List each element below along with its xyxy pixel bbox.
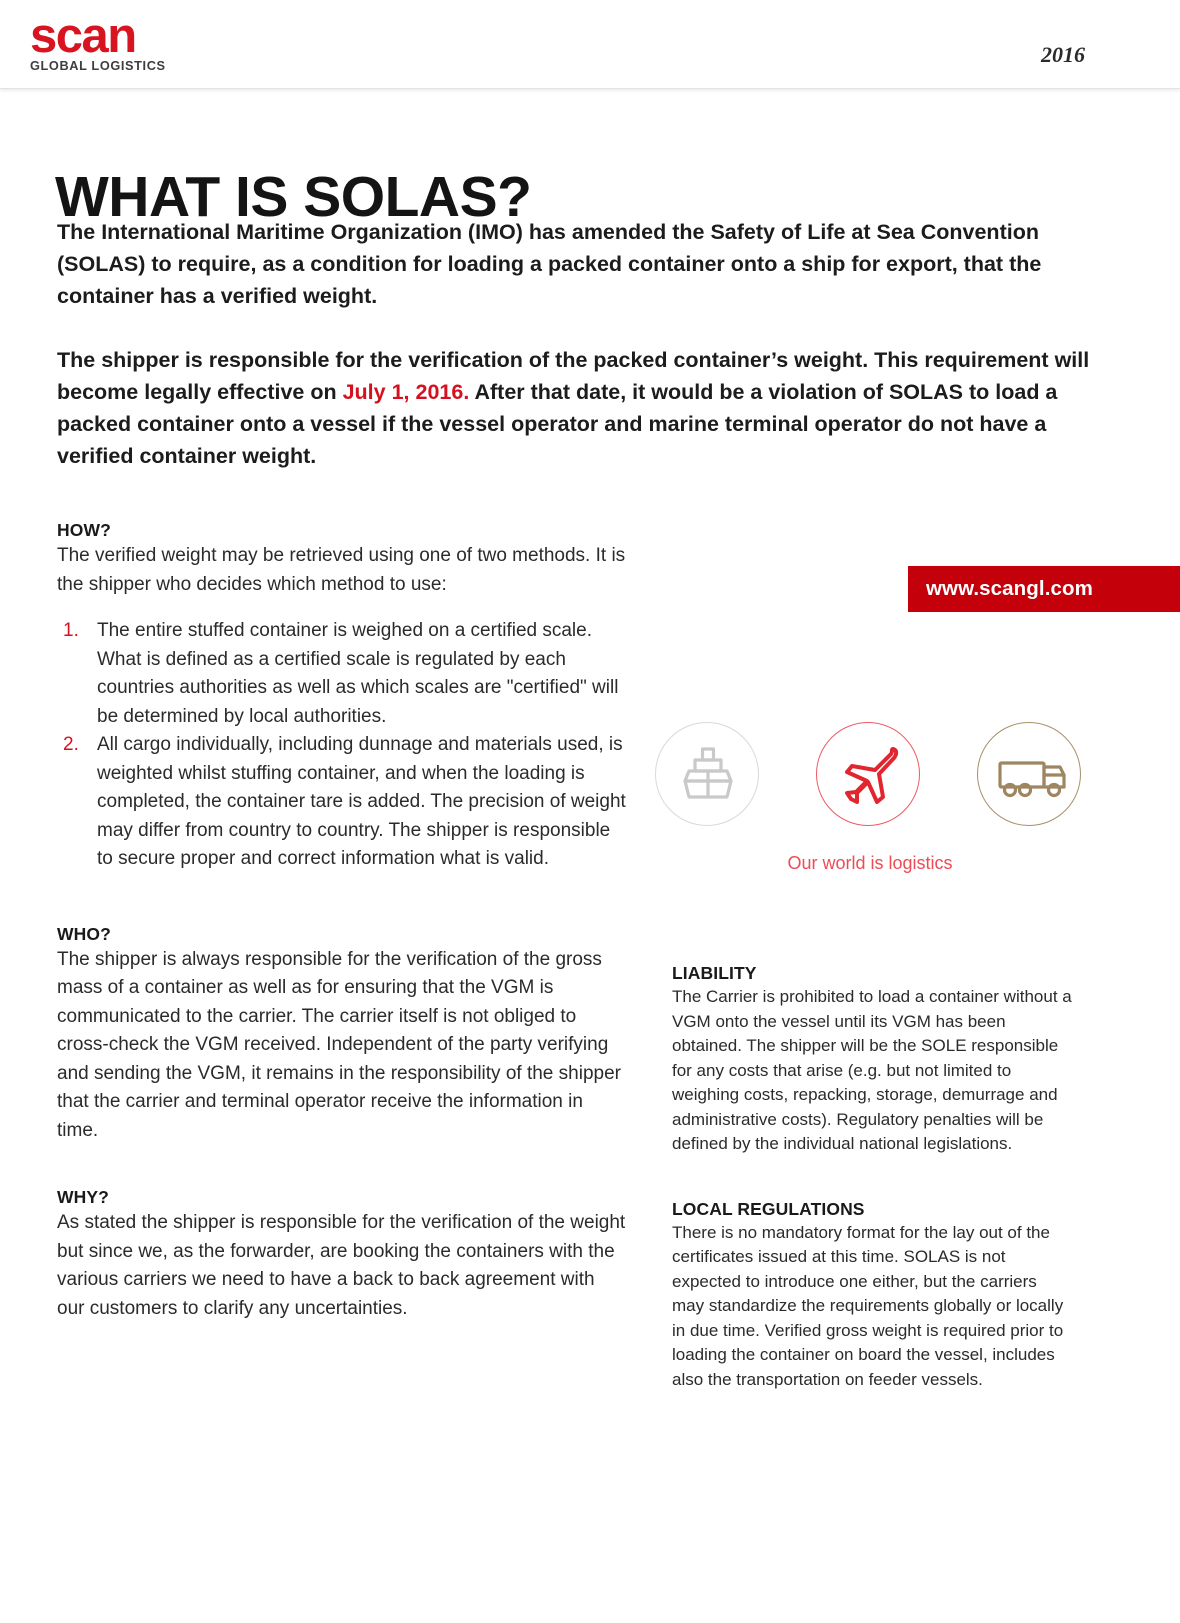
section-local-regulations-heading: LOCAL REGULATIONS xyxy=(672,1198,865,1219)
section-who-heading: WHO? xyxy=(57,923,111,944)
section-why-body: As stated the shipper is responsible for the verification of the weight but since we, as the forwarder, are booking the containers with the various carriers we need to have a back to back agreement with our customers to clarify any uncertainties. xyxy=(57,1212,626,1319)
methods-list xyxy=(57,617,627,874)
section-liability-body: The Carrier is prohibited to load a container without a VGM onto the vessel until its VGM has been obtained. The shipper will be the SOLE responsible for any costs that arise (e.g. but not limited to weighing costs, repacking, storage, demurrage and administrative costs). Regulatory penalties will be defined by the individual national legislations. xyxy=(672,987,1072,1153)
section-liability xyxy=(672,963,1072,1157)
truck-icon xyxy=(977,722,1081,826)
page-header xyxy=(0,0,1180,89)
right-column xyxy=(672,963,1072,1392)
list-item-text: The entire stuffed container is weighed on a certified scale. What is defined as a certified scale is regulated by each countries authorities as well as which scales are "certified" will be determined by local authorities. xyxy=(97,620,619,727)
website-url-label: www.scangl.com xyxy=(926,577,1093,600)
section-local-regulations xyxy=(672,1199,1072,1393)
logo-wordmark: scan xyxy=(30,9,136,63)
page-title: WHAT IS SOLAS? xyxy=(55,165,532,230)
section-local-regulations-body: There is no mandatory format for the lay out of the certificates issued at this time. SOLAS is not expected to introduce one either, but the carriers may standardize the requirements globally or locally in due time. Verified gross weight is required prior to loading the container on board the vessel, includes also the transportation on feeder vessels. xyxy=(672,1222,1064,1389)
intro-spacer xyxy=(57,312,1117,344)
transport-modes-icons xyxy=(655,722,1085,830)
intro-block xyxy=(57,216,1117,472)
section-spacer xyxy=(57,874,627,924)
ship-icon xyxy=(655,722,759,826)
intro-p2-tail: After that date, it would be a violation of SOLAS to load a packed container onto a vessel if the vessel operator and marine terminal operator do not have a verified container weight. xyxy=(57,380,1058,468)
left-column xyxy=(57,520,627,1323)
effective-date-highlight: July 1, 2016. xyxy=(342,380,470,404)
section-why xyxy=(57,1187,627,1323)
plane-icon xyxy=(816,722,920,826)
list-item xyxy=(57,617,627,731)
section-spacer xyxy=(672,1157,1072,1199)
section-how xyxy=(57,520,627,874)
intro-paragraph-2 xyxy=(57,344,1117,472)
publication-year: 2016 xyxy=(1041,42,1085,67)
section-how-heading: HOW? xyxy=(57,520,111,540)
list-item-text: All cargo individually, including dunnage and materials used, is weighted whilst stuffing container, and when the loading is completed, the container tare is added. The precision of weight may differ from country to country. The shipper is responsible to secure proper and correct information what is valid. xyxy=(97,734,626,869)
company-logo xyxy=(30,9,330,73)
intro-p2-lead: The shipper is responsible for the verification of the packed container’s weight. This requirement will become legally effective on xyxy=(57,348,1090,404)
section-liability-heading: LIABILITY xyxy=(672,963,757,983)
brand-tagline: Our world is logistics xyxy=(787,853,953,873)
section-how-body: The verified weight may be retrieved using one of two methods. It is the shipper who decides which method to use: xyxy=(57,545,626,595)
list-item-number: 2. xyxy=(63,734,79,755)
section-why-heading: WHY? xyxy=(57,1187,109,1207)
section-who-body: The shipper is always responsible for the verification of the gross mass of a container as well as for ensuring that the VGM is communicated to the carrier. The carrier itself is not obliged to cross-check the VGM received. Independent of the party verifying and sending the VGM, it remains in the responsibility of the shipper that the carrier and terminal operator receive the information in time. xyxy=(57,948,621,1141)
logo-tagline: GLOBAL LOGISTICS xyxy=(30,59,166,73)
list-item xyxy=(57,731,627,874)
intro-paragraph-1: The International Maritime Organization (IMO) has amended the Safety of Life at Sea Convention (SOLAS) to require, as a condition for loading a packed container onto a ship for export, that the container has a verified weight. xyxy=(57,220,1042,308)
website-url-badge[interactable] xyxy=(908,566,1180,612)
list-item-number: 1. xyxy=(63,620,79,641)
section-spacer xyxy=(57,1145,627,1187)
section-who xyxy=(57,924,627,1146)
